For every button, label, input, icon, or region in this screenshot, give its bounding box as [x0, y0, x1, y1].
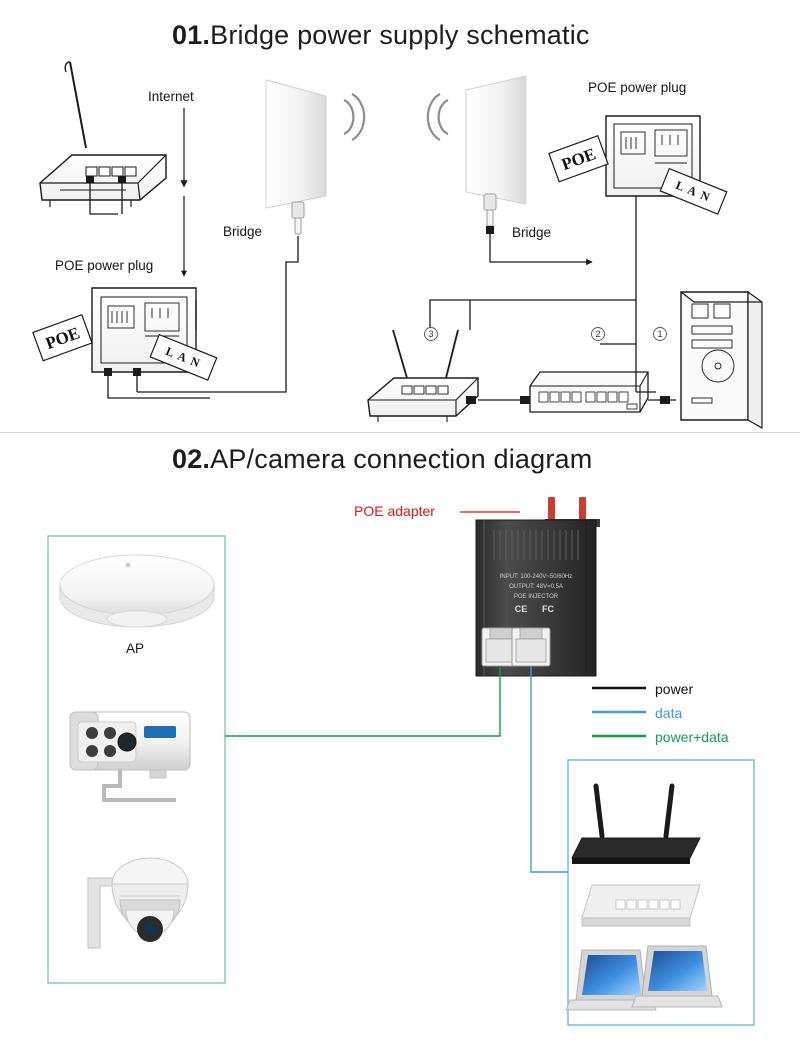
poe-adapter [460, 497, 600, 676]
section-02-number: 02. [172, 444, 211, 474]
label-poe-adapter: POE adapter [354, 503, 435, 519]
ptz-dome-camera [88, 858, 188, 948]
svg-text:L A N: L A N [163, 343, 204, 371]
label-poe-power-plug-right: POE power plug [588, 80, 687, 95]
line-power-data [225, 666, 500, 736]
svg-text:OUTPUT: 48V=0.5A: OUTPUT: 48V=0.5A [509, 584, 563, 590]
svg-text:3: 3 [428, 329, 434, 339]
section-01-number: 01. [172, 20, 211, 50]
svg-text:POE: POE [42, 323, 83, 354]
laptops [566, 946, 722, 1010]
section-01-title-text: Bridge power supply schematic [210, 20, 590, 50]
svg-text:L A N: L A N [673, 177, 714, 205]
line-data [531, 666, 568, 872]
section-02-title-text: AP/camera connection diagram [210, 444, 593, 474]
svg-text:FC: FC [542, 604, 554, 614]
legend-label-power-data: power+data [655, 729, 729, 745]
legend-label-data: data [655, 705, 683, 721]
label-ap: AP [126, 641, 145, 656]
svg-text:CE: CE [514, 604, 528, 614]
svg-text:2: 2 [595, 329, 601, 339]
svg-text:POE INJECTOR: POE INJECTOR [513, 594, 559, 600]
network-switch-2 [582, 885, 700, 926]
svg-text:1: 1 [657, 329, 663, 339]
legend [592, 688, 646, 736]
svg-text:POE: POE [558, 144, 599, 175]
legend-label-power: power [655, 681, 694, 697]
ap-device [60, 555, 214, 627]
label-bridge-right: Bridge [512, 225, 552, 240]
label-poe-power-plug-left: POE power plug [55, 258, 154, 273]
wireless-router [572, 786, 700, 864]
label-internet: Internet [148, 89, 194, 104]
label-bridge-left: Bridge [223, 224, 263, 239]
bullet-camera [70, 712, 190, 800]
svg-text:INPUT: 100-240V~50/60Hz: INPUT: 100-240V~50/60Hz [499, 574, 573, 580]
